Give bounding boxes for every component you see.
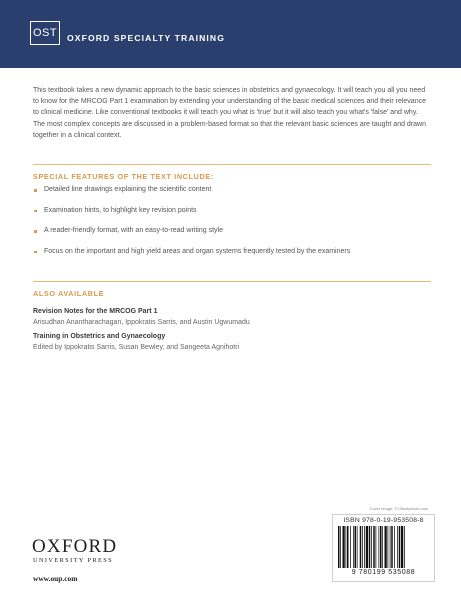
barcode-bar xyxy=(385,526,387,568)
isbn-number: ISBN 978-0-19-953508-8 xyxy=(343,517,424,524)
cover-image-credit: Cover image: © iStockphoto.com xyxy=(369,506,428,511)
section-divider xyxy=(33,164,431,165)
publisher-url[interactable]: www.oup.com xyxy=(33,574,78,583)
barcode-bar xyxy=(366,526,368,568)
also-available-heading: ALSO AVAILABLE xyxy=(33,289,105,298)
list-item: A reader-friendly format, with an easy-to-read writing style xyxy=(33,225,431,237)
publisher-press: UNIVERSITY PRESS xyxy=(33,557,114,564)
barcode-bar xyxy=(399,526,401,568)
barcode-bar xyxy=(338,526,340,568)
barcode-bar xyxy=(343,526,345,568)
barcode-bar xyxy=(373,526,375,568)
barcode-bar xyxy=(401,526,403,568)
list-item: Examination hints, to highlight key revision points xyxy=(33,205,431,217)
barcode-bar xyxy=(397,526,398,568)
related-book-title: Training in Obstetrics and Gynaecology xyxy=(33,333,166,340)
barcode-bar xyxy=(346,526,347,568)
series-title: OXFORD SPECIALTY TRAINING xyxy=(67,33,226,43)
ost-logo: OST xyxy=(30,21,60,45)
barcode-bar xyxy=(362,526,363,568)
barcode-bar xyxy=(360,526,362,568)
barcode-bar xyxy=(347,526,349,568)
barcode-bar xyxy=(350,526,351,568)
related-book-authors: Arisudhan Anantharachagan, Ippokratis Sarris, and Austin Ugwumadu xyxy=(33,319,250,326)
isbn-barcode-panel xyxy=(332,514,435,582)
related-book-title: Revision Notes for the MRCOG Part 1 xyxy=(33,308,158,315)
list-item: Focus on the important and high yield areas and organ systems frequently tested by the examiners xyxy=(33,246,431,258)
barcode-bar xyxy=(404,526,405,568)
special-features-heading: SPECIAL FEATURES OF THE TEXT INCLUDE: xyxy=(33,172,214,181)
related-book xyxy=(33,331,239,353)
barcode-bar xyxy=(391,526,393,568)
barcode-bar xyxy=(380,526,382,568)
oxford-logo: OXFORD xyxy=(32,536,118,557)
list-item: Detailed line drawings explaining the scientific content xyxy=(33,184,431,196)
barcode-bar xyxy=(353,526,354,568)
barcode-bar xyxy=(376,526,377,568)
barcode-bar xyxy=(340,526,341,568)
related-book xyxy=(33,306,250,328)
feature-list xyxy=(33,184,431,266)
series-banner xyxy=(0,0,461,68)
barcode-digits: 9 780199 535088 xyxy=(351,569,416,576)
barcode-bar xyxy=(357,526,358,568)
section-divider xyxy=(33,281,431,282)
barcode-bar xyxy=(388,526,389,568)
barcode-bar xyxy=(390,526,391,568)
barcode-bar xyxy=(379,526,380,568)
barcode-icon xyxy=(336,526,431,568)
related-book-authors: Edited by Ippokratis Sarris, Susan Bewley, and Sangeeta Agnihotri xyxy=(33,344,240,351)
barcode-bar xyxy=(394,526,395,568)
barcode-bar xyxy=(355,526,357,568)
barcode-bar xyxy=(364,526,365,568)
barcode-bar xyxy=(382,526,383,568)
book-description: This textbook takes a new dynamic approach to the basic sciences in obstetrics and gynaecology. It will teach you all you need to know for the MRCOG Part 1 examination by extending your understanding of the basic medical sciences and their relevance to clinical medicine. Like conventional textbooks it will teach you what is 'true' but it will also teach you what's 'false' and why. The most complex concepts are discussed in a problem-based format so that the relevant basic sciences are taught and drawn together in a clinical context. xyxy=(33,87,426,139)
barcode-bar xyxy=(369,526,371,568)
barcode-bar xyxy=(371,526,372,568)
